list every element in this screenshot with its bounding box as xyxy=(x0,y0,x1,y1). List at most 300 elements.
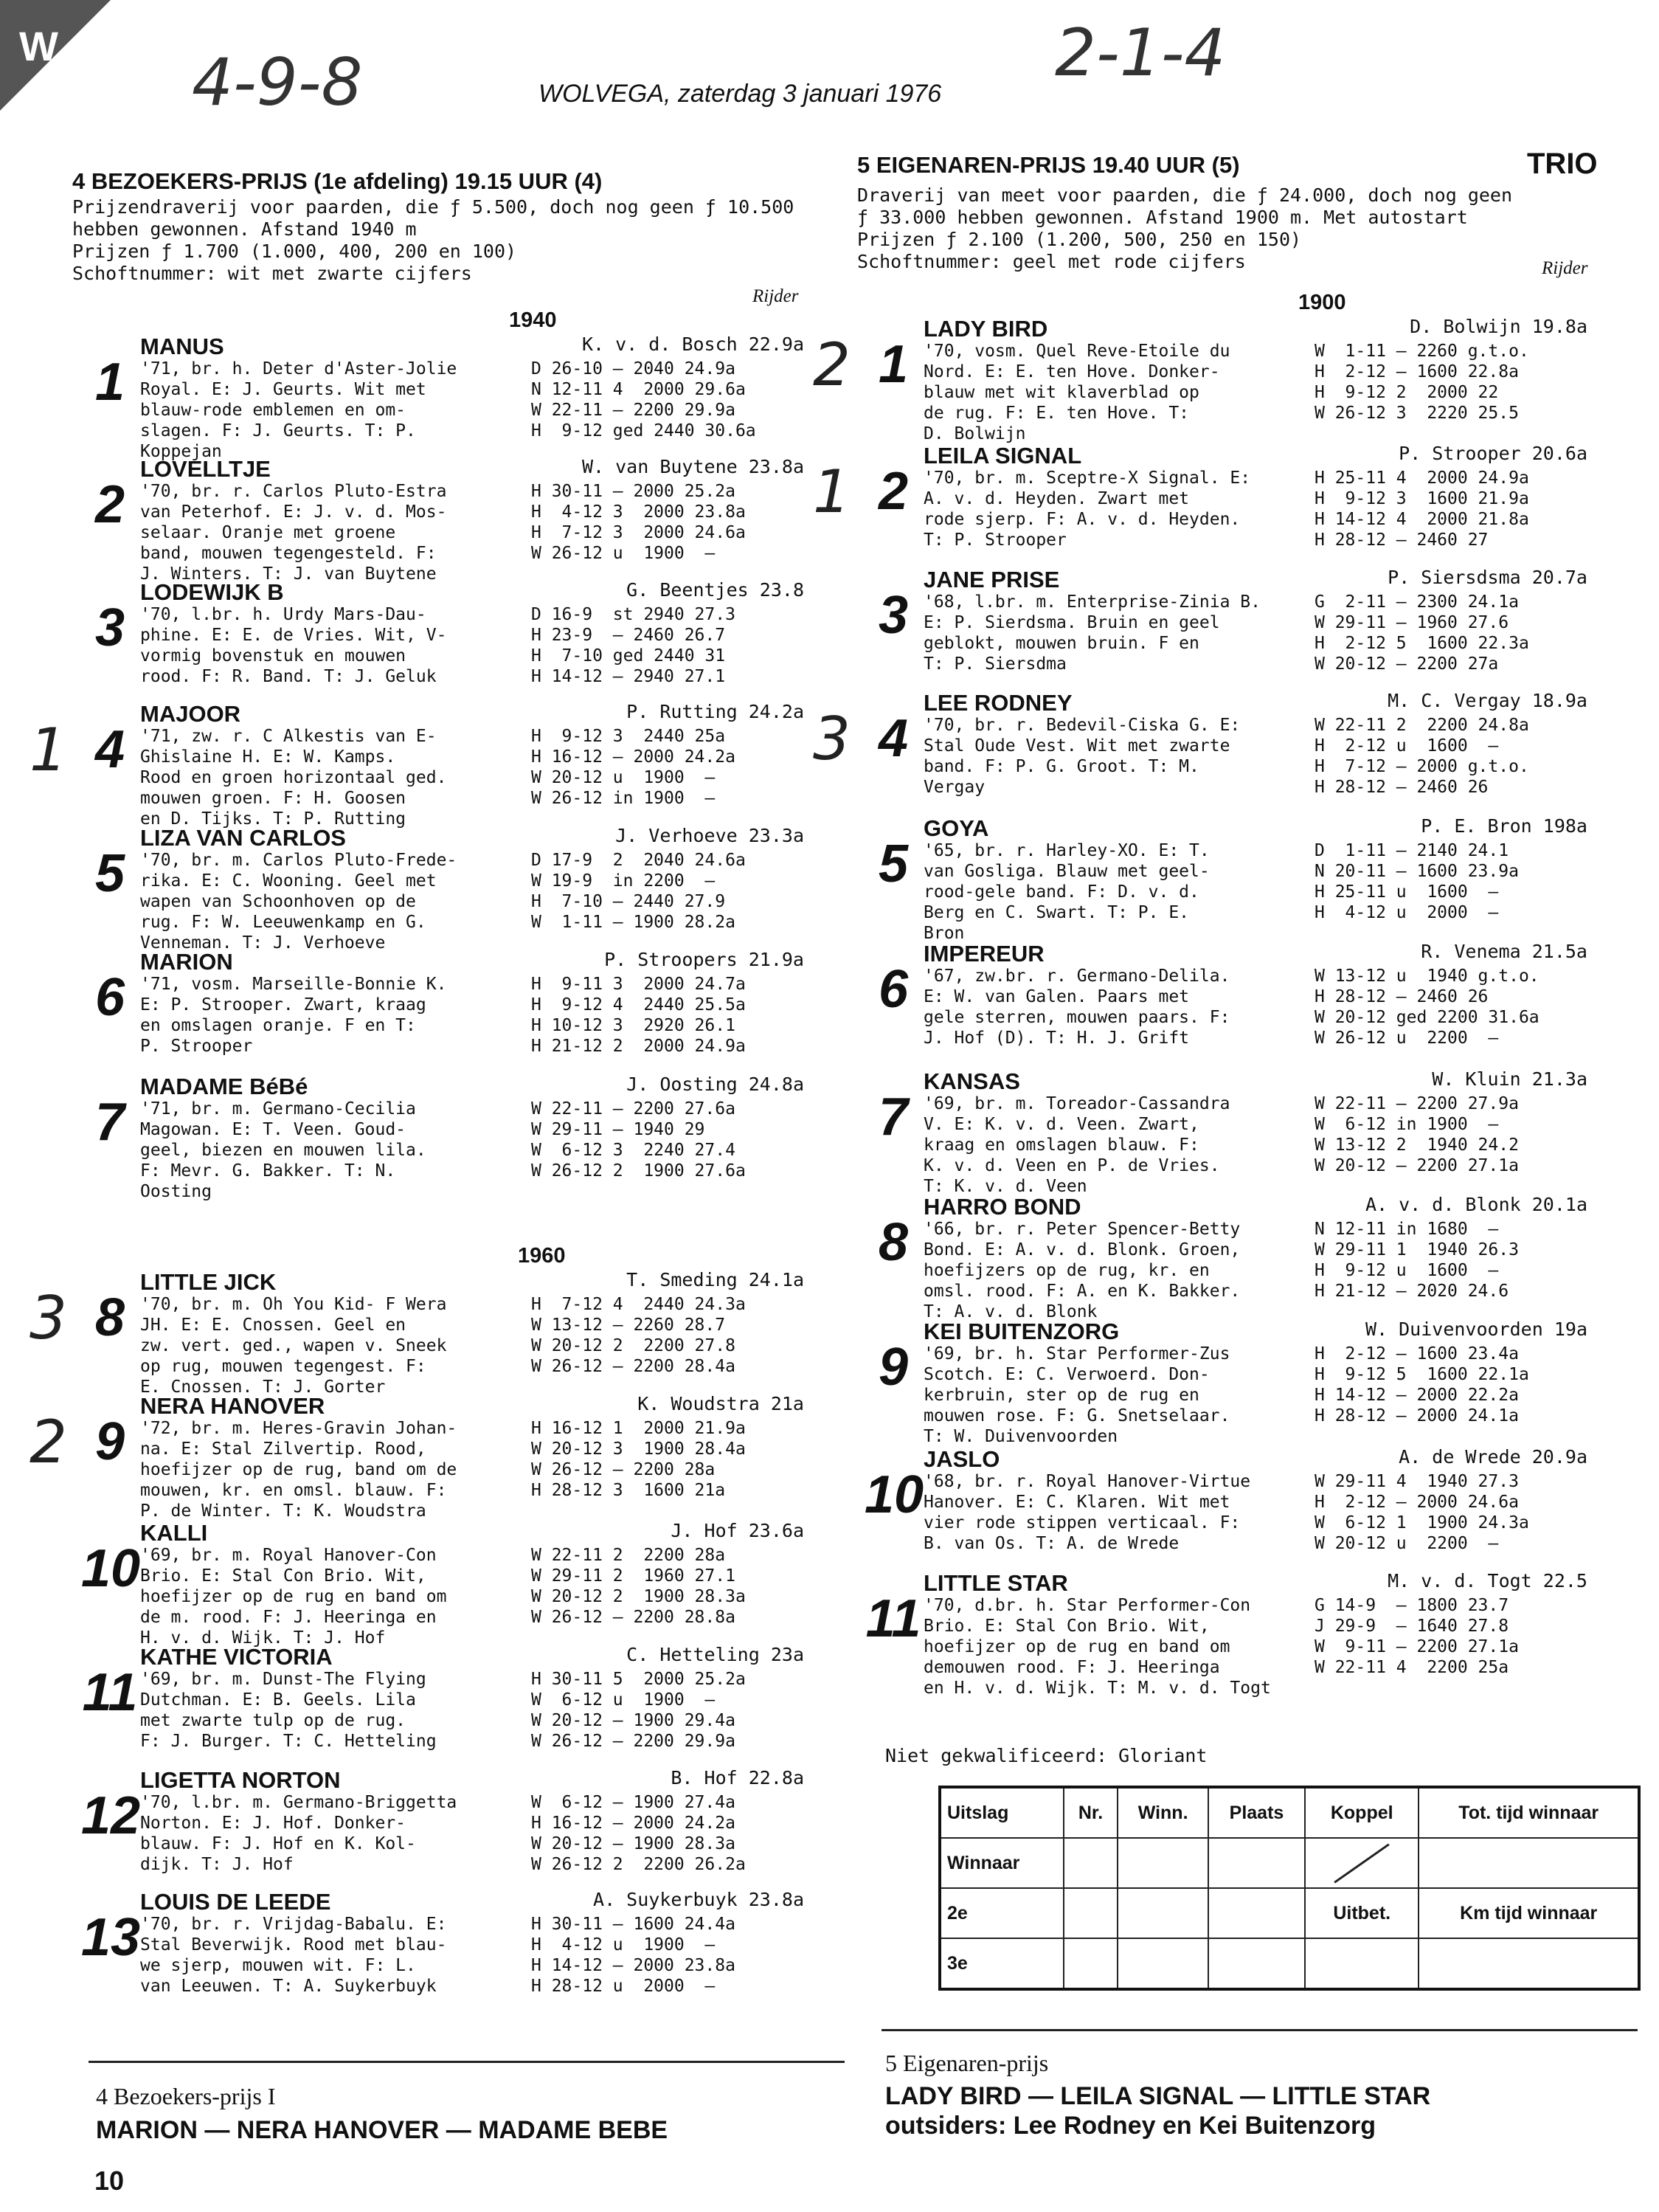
masthead: WOLVEGA, zaterdag 3 januari 1976 xyxy=(538,80,942,108)
race-history xyxy=(531,1669,746,1752)
saddle-number: 10 xyxy=(81,1539,141,1598)
description-line: kerbruin, ster op de rug en xyxy=(924,1386,1199,1405)
race-line: W 29-11 4 1940 27.3 xyxy=(1315,1472,1519,1491)
race-line: W 20-12 ged 2200 31.6a xyxy=(1315,1008,1539,1027)
saddle-number: 2 xyxy=(94,475,125,534)
left-race-line: Prijzendraverij voor paarden, die ƒ 5.500, doch nog geen ƒ 10.500 xyxy=(72,196,794,218)
driver-record: K. Woudstra 21a xyxy=(637,1393,804,1414)
description-line: Venneman. T: J. Verhoeve xyxy=(140,933,386,953)
horse-description xyxy=(924,1344,1230,1447)
race-line: W 13-12 2 1940 24.2 xyxy=(1315,1136,1519,1155)
race-history xyxy=(531,1418,746,1501)
left-race-line: Prijzen ƒ 1.700 (1.000, 400, 200 en 100) xyxy=(72,241,517,262)
horse-description xyxy=(140,604,446,687)
description-line: band, mouwen tegengesteld. F: xyxy=(140,544,437,563)
driver-record: P. Strooper 20.6a xyxy=(1399,443,1587,464)
race-line: H 7-10 ged 2440 31 xyxy=(531,646,726,666)
result-cell xyxy=(1208,1938,1305,1989)
description-line: Stal Beverwijk. Rood met blau- xyxy=(140,1935,447,1954)
saddle-number: 5 xyxy=(878,834,909,894)
horse-name: LITTLE STAR xyxy=(924,1570,1068,1596)
description-line: de rug. F: E. ten Hove. T: xyxy=(924,404,1190,423)
horse-entry xyxy=(81,1767,819,1893)
description-line: '68, l.br. m. Enterprise-Zinia B. xyxy=(924,592,1261,612)
race-line: W 26-12 u 1900 — xyxy=(531,544,716,563)
driver-record: P. Siersdsma 20.7a xyxy=(1388,567,1587,588)
race-line: W 6-12 — 1900 27.4a xyxy=(531,1793,735,1812)
race-line: N 20-11 — 1600 23.9a xyxy=(1315,862,1519,881)
race-history xyxy=(1315,966,1539,1048)
driver-record: B. Hof 22.8a xyxy=(671,1767,804,1788)
result-cell xyxy=(1208,1838,1305,1888)
description-line: JH. E: E. Cnossen. Geel en xyxy=(140,1316,406,1335)
horse-entry xyxy=(865,1570,1602,1696)
race-line: H 28-12 3 1600 21a xyxy=(531,1481,726,1500)
description-line: hoefijzer op de rug en band om xyxy=(140,1587,447,1606)
description-line: rika. E: C. Wooning. Geel met xyxy=(140,871,437,891)
description-line: F: J. Burger. T: C. Hetteling xyxy=(140,1732,437,1751)
horse-name: JASLO xyxy=(924,1446,1000,1472)
handwritten-mark: 2 xyxy=(30,1408,67,1476)
description-line: rood. F: R. Band. T: J. Geluk xyxy=(140,667,437,686)
description-line: '70, br. m. Oh You Kid- F Wera xyxy=(140,1295,447,1314)
race-history xyxy=(1315,1219,1519,1302)
horse-entry xyxy=(865,1446,1602,1572)
race-line: W 20-12 3 1900 28.4a xyxy=(531,1439,746,1459)
description-line: '69, br. m. Dunst-The Flying xyxy=(140,1670,426,1689)
description-line: E. Cnossen. T: J. Gorter xyxy=(140,1378,386,1397)
driver-record: J. Verhoeve 23.3a xyxy=(615,825,804,846)
description-line: '70, l.br. m. Germano-Briggetta xyxy=(140,1793,457,1812)
race-history xyxy=(1315,592,1529,674)
saddle-number: 4 xyxy=(94,720,125,779)
saddle-number: 12 xyxy=(81,1786,141,1845)
description-line: '65, br. r. Harley-XO. E: T. xyxy=(924,841,1210,860)
saddle-number: 2 xyxy=(878,462,909,521)
race-history xyxy=(1315,468,1529,550)
niet-gekwalificeerd: Niet gekwalificeerd: Gloriant xyxy=(885,1745,1208,1766)
driver-record: M. v. d. Togt 22.5 xyxy=(1388,1570,1587,1591)
race-line: H 23-9 — 2460 26.7 xyxy=(531,626,726,645)
left-race-conditions xyxy=(72,196,794,285)
description-line: rode sjerp. F: A. v. d. Heyden. xyxy=(924,510,1241,529)
race-line: H 16-12 — 2000 24.2a xyxy=(531,1814,735,1833)
race-line: W 26-12 u 2200 — xyxy=(1315,1029,1499,1048)
horse-description xyxy=(140,850,457,953)
race-line: H 28-12 — 2460 26 xyxy=(1315,987,1489,1006)
race-line: H 4-12 u 2000 — xyxy=(1315,903,1499,922)
race-line: W 22-11 — 2200 27.6a xyxy=(531,1099,735,1119)
description-line: Hanover. E: C. Klaren. Wit met xyxy=(924,1493,1230,1512)
description-line: Vergay xyxy=(924,778,986,797)
horse-entry xyxy=(865,1318,1602,1444)
race-line: H 9-11 3 2000 24.7a xyxy=(531,975,746,994)
race-line: H 30-11 — 1600 24.4a xyxy=(531,1915,735,1934)
horse-description xyxy=(924,1471,1250,1554)
race-line: W 20-12 2 1900 28.3a xyxy=(531,1587,746,1606)
result-cell xyxy=(1419,1838,1639,1888)
description-line: na. E: Stal Zilvertip. Rood, xyxy=(140,1439,426,1459)
saddle-number: 7 xyxy=(878,1088,909,1147)
result-cell xyxy=(1305,1938,1419,1989)
race-history xyxy=(531,1099,746,1181)
horse-entry xyxy=(813,443,1602,568)
horse-description xyxy=(924,341,1230,444)
description-line: K. v. d. Veen en P. de Vries. xyxy=(924,1156,1220,1175)
description-line: E: P. Strooper. Zwart, kraag xyxy=(140,995,426,1015)
horse-entry xyxy=(865,815,1602,941)
result-header-uitslag: Uitslag xyxy=(940,1787,1064,1838)
right-race-header: 5 EIGENAREN-PRIJS 19.40 UUR (5) xyxy=(857,152,1240,178)
race-line: W 20-12 — 2200 27a xyxy=(1315,654,1499,674)
description-line: met zwarte tulp op de rug. xyxy=(140,1711,406,1730)
right-race-conditions xyxy=(857,184,1512,273)
description-line: '70, br. r. Vrijdag-Babalu. E: xyxy=(140,1915,447,1934)
result-row-winnaar: Winnaar xyxy=(940,1838,1064,1888)
race-line: W 29-11 2 1960 27.1 xyxy=(531,1566,735,1586)
result-cell-koppel xyxy=(1305,1838,1419,1888)
race-line: H 2-12 — 1600 22.8a xyxy=(1315,362,1519,381)
description-line: '70, br. r. Bedevil-Ciska G. E: xyxy=(924,716,1241,735)
description-line: phine. E: E. de Vries. Wit, V- xyxy=(140,626,447,645)
driver-record: K. v. d. Bosch 22.9a xyxy=(581,333,804,355)
description-line: '71, br. h. Deter d'Aster-Jolie xyxy=(140,359,457,379)
right-race-line: Schoftnummer: geel met rode cijfers xyxy=(857,251,1246,272)
race-line: H 7-12 3 2000 24.6a xyxy=(531,523,746,542)
race-line: W 26-12 — 2200 28a xyxy=(531,1460,716,1479)
horse-description xyxy=(924,715,1240,798)
result-cell xyxy=(1064,1938,1118,1989)
race-line: W 13-12 u 1940 g.t.o. xyxy=(1315,967,1539,986)
race-line: J 29-9 — 1640 27.8 xyxy=(1315,1617,1509,1636)
description-line: blauw-rode emblemen en om- xyxy=(140,401,406,420)
race-line: H 14-12 — 2000 22.2a xyxy=(1315,1386,1519,1405)
result-row-2e: 2e xyxy=(940,1888,1064,1938)
description-line: Brio. E: Stal Con Brio. Wit, xyxy=(140,1566,426,1586)
divider-left xyxy=(89,2061,845,2063)
race-line: H 4-12 3 2000 23.8a xyxy=(531,502,746,522)
saddle-number: 6 xyxy=(878,960,909,1019)
result-km-tijd: Km tijd winnaar xyxy=(1419,1888,1639,1938)
horse-name: MANUS xyxy=(140,333,224,359)
race-line: H 9-12 ged 2440 30.6a xyxy=(531,421,756,440)
right-race-line: ƒ 33.000 hebben gewonnen. Afstand 1900 m. Met autostart xyxy=(857,207,1468,228)
horse-description xyxy=(924,966,1230,1048)
description-line: Berg en C. Swart. T: P. E. xyxy=(924,903,1190,922)
description-line: Ghislaine H. E: W. Kamps. xyxy=(140,747,396,767)
horse-description xyxy=(140,359,457,462)
horse-entry xyxy=(865,1068,1602,1194)
horse-name: KANSAS xyxy=(924,1068,1020,1094)
corner-letter: W xyxy=(19,23,58,69)
description-line: '71, zw. r. C Alkestis van E- xyxy=(140,727,437,746)
race-line: H 28-12 — 2460 27 xyxy=(1315,530,1489,550)
driver-record: A. Suykerbuyk 23.8a xyxy=(593,1889,804,1910)
description-line: zw. vert. ged., wapen v. Sneek xyxy=(140,1336,447,1355)
race-line: W 20-12 — 1900 28.3a xyxy=(531,1834,735,1853)
description-line: omsl. rood. F: A. en K. Bakker. xyxy=(924,1282,1241,1301)
driver-record: G. Beentjes 23.8 xyxy=(626,579,804,601)
description-line: '69, br. h. Star Performer-Zus xyxy=(924,1344,1230,1364)
race-history xyxy=(531,1914,735,1997)
race-line: W 20-12 — 1900 29.4a xyxy=(531,1711,735,1730)
horse-description xyxy=(924,1595,1271,1698)
description-line: '72, br. m. Heres-Gravin Johan- xyxy=(140,1419,457,1438)
race-line: H 9-12 3 1600 21.9a xyxy=(1315,489,1529,508)
race-line: W 26-12 — 2200 29.9a xyxy=(531,1732,735,1751)
handwritten-mark: 2 xyxy=(813,331,851,399)
race-line: W 29-11 1 1940 26.3 xyxy=(1315,1240,1519,1259)
description-line: A. v. d. Heyden. Zwart met xyxy=(924,489,1190,508)
result-cell xyxy=(1118,1838,1208,1888)
saddle-number: 7 xyxy=(94,1093,125,1152)
tips-right-outsiders: outsiders: Lee Rodney en Kei Buitenzorg xyxy=(885,2112,1376,2140)
saddle-number: 1 xyxy=(878,335,909,394)
race-line: W 29-11 — 1960 27.6 xyxy=(1315,613,1509,632)
handwritten-note-right: 2-1-4 xyxy=(1055,15,1226,91)
tips-right-header: 5 Eigenaren-prijs xyxy=(885,2050,1049,2076)
race-line: D 1-11 — 2140 24.1 xyxy=(1315,841,1509,860)
horse-entry xyxy=(30,1393,819,1521)
description-line: en D. Tijks. T: P. Rutting xyxy=(140,809,406,829)
race-history xyxy=(1315,715,1529,798)
horse-description xyxy=(924,468,1250,550)
description-line: '70, l.br. h. Urdy Mars-Dau- xyxy=(140,605,426,624)
description-line: van Peterhof. E: J. v. d. Mos- xyxy=(140,502,447,522)
description-line: T: P. Strooper xyxy=(924,530,1067,550)
race-line: D 26-10 — 2040 24.9a xyxy=(531,359,735,379)
race-line: H 14-12 4 2000 21.8a xyxy=(1315,510,1529,529)
result-cell xyxy=(1064,1888,1118,1938)
race-history xyxy=(1315,1344,1529,1426)
race-line: W 22-11 4 2200 25a xyxy=(1315,1658,1509,1677)
description-line: '71, br. m. Germano-Cecilia xyxy=(140,1099,416,1119)
horse-entry xyxy=(865,941,1602,1066)
race-line: H 30-11 — 2000 25.2a xyxy=(531,482,735,501)
description-line: en omslagen oranje. F en T: xyxy=(140,1016,416,1035)
horse-entry xyxy=(81,579,819,705)
result-header-plaats: Plaats xyxy=(1208,1787,1305,1838)
saddle-number: 8 xyxy=(878,1213,909,1272)
description-line: D. Bolwijn xyxy=(924,424,1026,443)
race-line: H 9-12 4 2440 25.5a xyxy=(531,995,746,1015)
result-cell xyxy=(1208,1888,1305,1938)
description-line: mouwen, kr. en omsl. blauw. F: xyxy=(140,1481,447,1500)
saddle-number: 5 xyxy=(94,844,125,903)
race-line: W 22-11 — 2200 29.9a xyxy=(531,401,735,420)
race-line: H 16-12 — 2000 24.2a xyxy=(531,747,735,767)
description-line: Norton. E: J. Hof. Donker- xyxy=(140,1814,406,1833)
driver-record: W. Duivenvoorden 19a xyxy=(1365,1318,1587,1340)
race-line: W 26-12 in 1900 — xyxy=(531,789,716,808)
driver-record: M. C. Vergay 18.9a xyxy=(1388,690,1587,711)
race-line: H 4-12 u 1900 — xyxy=(531,1935,716,1954)
handwritten-note-left: 4-9-8 xyxy=(192,44,363,120)
description-line: en H. v. d. Wijk. T: M. v. d. Togt xyxy=(924,1679,1271,1698)
race-line: D 16-9 st 2940 27.3 xyxy=(531,605,735,624)
horse-name: LOUIS DE LEEDE xyxy=(140,1889,331,1915)
description-line: mouwen groen. F: H. Goosen xyxy=(140,789,406,808)
race-line: H 28-12 — 2000 24.1a xyxy=(1315,1406,1519,1425)
driver-record: D. Bolwijn 19.8a xyxy=(1410,316,1587,337)
result-header-koppel: Koppel xyxy=(1305,1787,1419,1838)
right-race-line: Draverij van meet voor paarden, die ƒ 24.000, doch nog geen xyxy=(857,184,1513,206)
description-line: B. van Os. T: A. de Wrede xyxy=(924,1534,1180,1553)
race-line: H 2-12 — 2000 24.6a xyxy=(1315,1493,1519,1512)
description-line: Oosting xyxy=(140,1182,212,1201)
trio-label: TRIO xyxy=(1527,148,1598,180)
race-history xyxy=(531,1792,746,1875)
race-history xyxy=(531,1545,746,1628)
horse-entry xyxy=(81,825,819,953)
race-line: W 6-12 3 2240 27.4 xyxy=(531,1141,735,1160)
description-line: de m. rood. F: J. Heeringa en xyxy=(140,1608,437,1627)
result-uitbet: Uitbet. xyxy=(1305,1888,1419,1938)
saddle-number: 3 xyxy=(878,586,909,645)
horse-entry xyxy=(81,1889,819,2014)
race-history xyxy=(531,481,746,564)
race-line: W 1-11 — 1900 28.2a xyxy=(531,913,735,932)
horse-name: JANE PRISE xyxy=(924,567,1060,592)
horse-description xyxy=(140,974,446,1057)
race-line: W 29-11 — 1940 29 xyxy=(531,1120,705,1139)
race-line: H 14-12 — 2000 23.8a xyxy=(531,1956,735,1975)
description-line: van Leeuwen. T: A. Suykerbuyk xyxy=(140,1977,437,1996)
page-number: 10 xyxy=(94,2166,125,2196)
left-distance-2: 1960 xyxy=(518,1244,566,1268)
race-line: H 7-10 — 2440 27.9 xyxy=(531,892,726,911)
race-line: H 2-12 u 1600 — xyxy=(1315,736,1499,756)
horse-entry xyxy=(81,1644,819,1769)
horse-description xyxy=(140,1418,457,1521)
description-line: rug. F: W. Leeuwenkamp en G. xyxy=(140,913,426,932)
horse-name: KEI BUITENZORG xyxy=(924,1318,1120,1344)
horse-name: LEILA SIGNAL xyxy=(924,443,1082,469)
race-line: W 26-12 2 1900 27.6a xyxy=(531,1161,746,1181)
horse-description xyxy=(924,1093,1230,1197)
horse-description xyxy=(924,1219,1240,1322)
description-line: hoefijzers op de rug, kr. en xyxy=(924,1261,1210,1280)
race-line: G 14-9 — 1800 23.7 xyxy=(1315,1596,1509,1615)
description-line: van Gosliga. Blauw met geel- xyxy=(924,862,1210,881)
saddle-number: 11 xyxy=(865,1589,921,1648)
description-line: T: W. Duivenvoorden xyxy=(924,1427,1118,1446)
race-history xyxy=(1315,341,1529,424)
description-line: '67, zw.br. r. Germano-Delila. xyxy=(924,967,1230,986)
driver-record: J. Hof 23.6a xyxy=(671,1520,804,1541)
race-line: H 7-12 — 2000 g.t.o. xyxy=(1315,757,1529,776)
horse-entry xyxy=(81,1074,819,1199)
race-line: G 2-11 — 2300 24.1a xyxy=(1315,592,1519,612)
description-line: P. de Winter. T: K. Woudstra xyxy=(140,1501,426,1521)
result-cell xyxy=(1118,1888,1208,1938)
race-line: W 6-12 in 1900 — xyxy=(1315,1115,1499,1134)
horse-description xyxy=(924,840,1210,944)
horse-entry xyxy=(81,1520,819,1648)
description-line: slagen. F: J. Geurts. T: P. xyxy=(140,421,416,440)
saddle-number: 6 xyxy=(94,968,125,1027)
description-line: Bond. E: A. v. d. Blonk. Groen, xyxy=(924,1240,1241,1259)
driver-record: P. E. Bron 198a xyxy=(1421,815,1587,837)
description-line: Scotch. E: C. Verwoerd. Don- xyxy=(924,1365,1210,1384)
race-line: H 2-12 5 1600 22.3a xyxy=(1315,634,1529,653)
description-line: vormig bovenstuk en mouwen xyxy=(140,646,406,666)
description-line: Stal Oude Vest. Wit met zwarte xyxy=(924,736,1230,756)
tips-right-picks: LADY BIRD — LEILA SIGNAL — LITTLE STAR xyxy=(885,2082,1431,2110)
horse-description xyxy=(140,1792,457,1875)
horse-entry xyxy=(813,690,1602,815)
horse-name: KALLI xyxy=(140,1520,208,1546)
description-line: Dutchman. E: B. Geels. Lila xyxy=(140,1690,416,1710)
race-history xyxy=(531,850,746,933)
description-line: Koppejan xyxy=(140,442,222,461)
slash-mark xyxy=(1334,1843,1389,1883)
result-table xyxy=(938,1786,1641,1991)
description-line: gele sterren, mouwen paars. F: xyxy=(924,1008,1230,1027)
description-line: blauw. F: J. Hof en K. Kol- xyxy=(140,1834,416,1853)
description-line: dijk. T: J. Hof xyxy=(140,1855,294,1874)
race-line: H 25-11 4 2000 24.9a xyxy=(1315,469,1529,488)
description-line: '70, br. m. Carlos Pluto-Frede- xyxy=(140,851,457,870)
driver-record: A. v. d. Blonk 20.1a xyxy=(1365,1194,1587,1215)
horse-entry xyxy=(865,567,1602,692)
description-line: Royal. E: J. Geurts. Wit met xyxy=(140,380,426,399)
race-history xyxy=(531,726,735,809)
saddle-number: 11 xyxy=(82,1663,138,1722)
race-line: W 22-11 2 2200 24.8a xyxy=(1315,716,1529,735)
saddle-number: 8 xyxy=(94,1288,125,1347)
driver-record: P. Stroopers 21.9a xyxy=(604,949,804,970)
horse-entry xyxy=(30,1269,819,1397)
race-line: H 21-12 2 2000 24.9a xyxy=(531,1037,746,1056)
description-line: T: A. v. d. Blonk xyxy=(924,1302,1098,1321)
description-line: Magowan. E: T. Veen. Goud- xyxy=(140,1120,406,1139)
race-line: H 21-12 — 2020 24.6 xyxy=(1315,1282,1509,1301)
description-line: F: Mevr. G. Bakker. T: N. xyxy=(140,1161,396,1181)
horse-name: LEE RODNEY xyxy=(924,690,1073,716)
race-line: N 12-11 4 2000 29.6a xyxy=(531,380,746,399)
driver-record: T. Smeding 24.1a xyxy=(626,1269,804,1290)
driver-record: A. de Wrede 20.9a xyxy=(1399,1446,1587,1468)
race-line: H 2-12 — 1600 23.4a xyxy=(1315,1344,1519,1364)
race-line: H 9-12 u 1600 — xyxy=(1315,1261,1499,1280)
horse-description xyxy=(140,1914,446,1997)
horse-name: MADAME BéBé xyxy=(140,1074,308,1099)
race-line: W 20-12 — 2200 27.1a xyxy=(1315,1156,1519,1175)
horse-description xyxy=(140,1545,446,1648)
saddle-number: 3 xyxy=(94,598,125,657)
description-line: '68, br. r. Royal Hanover-Virtue xyxy=(924,1472,1251,1491)
saddle-number: 13 xyxy=(81,1908,141,1967)
race-line: W 9-11 — 2200 27.1a xyxy=(1315,1637,1519,1656)
horse-name: LADY BIRD xyxy=(924,316,1048,342)
description-line: '69, br. m. Royal Hanover-Con xyxy=(140,1546,437,1565)
left-race-line: hebben gewonnen. Afstand 1940 m xyxy=(72,218,417,240)
race-history xyxy=(531,604,735,687)
saddle-number: 4 xyxy=(878,709,909,768)
horse-description xyxy=(140,1099,426,1202)
race-line: N 12-11 in 1680 — xyxy=(1315,1220,1499,1239)
description-line: J. Winters. T: J. van Buytene xyxy=(140,564,437,584)
horse-name: KATHE VICTORIA xyxy=(140,1644,333,1670)
left-rijder-label: Rijder xyxy=(752,286,799,306)
race-line: W 26-12 — 2200 28.4a xyxy=(531,1357,735,1376)
description-line: blauw met wit klaverblad op xyxy=(924,383,1199,402)
race-line: W 22-11 2 2200 28a xyxy=(531,1546,726,1565)
right-rijder-label: Rijder xyxy=(1542,258,1588,278)
handwritten-mark: 1 xyxy=(813,457,851,526)
description-line: geel, biezen en mouwen lila. xyxy=(140,1141,426,1160)
